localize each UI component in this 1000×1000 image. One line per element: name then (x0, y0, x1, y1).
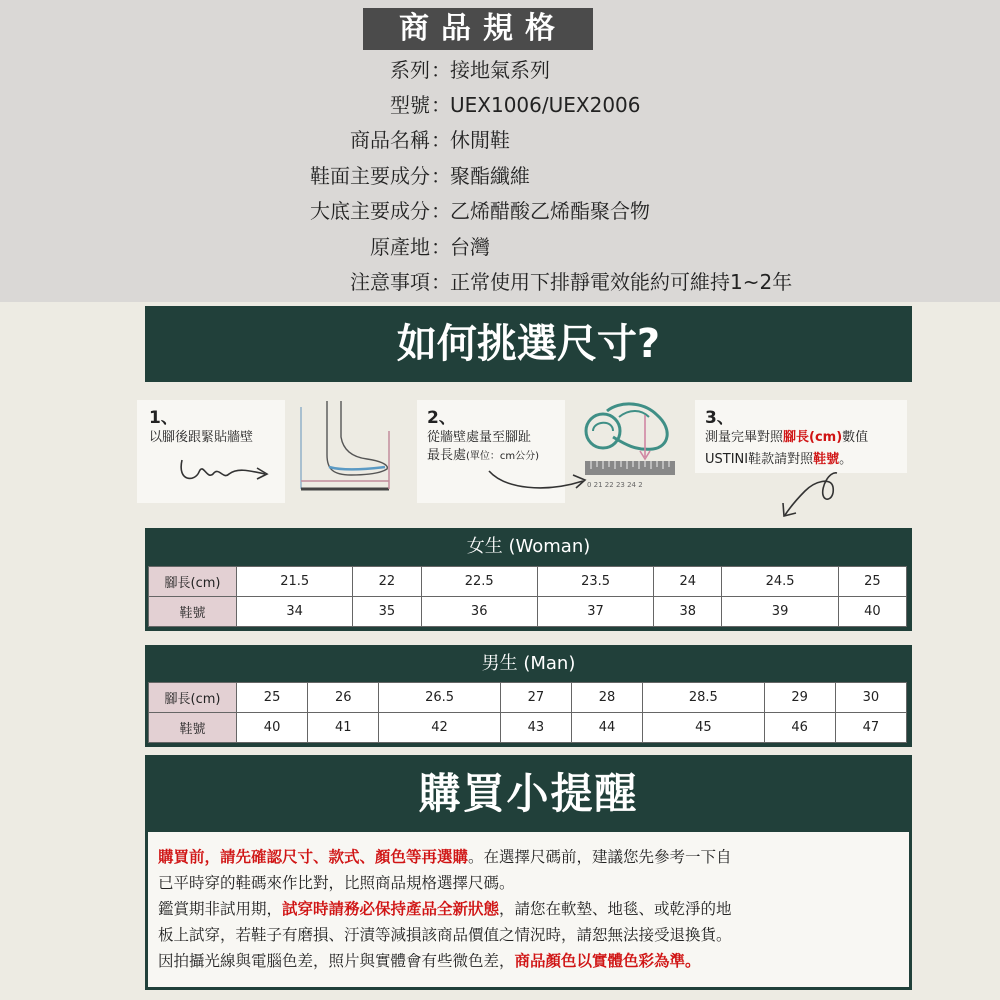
step-3-number: 3、 (705, 408, 734, 428)
table-cell: 43 (500, 713, 571, 743)
table-cell: 25 (838, 567, 906, 597)
table-cell: 45 (643, 713, 764, 743)
table-row (149, 567, 907, 597)
tips-line-1 (158, 844, 901, 870)
spec-row-series (0, 55, 1000, 85)
step-3-text-d: USTINI鞋款請對照 (705, 452, 814, 467)
tips-line-3 (158, 896, 901, 922)
men-size-grid (148, 682, 907, 743)
spec-label: 型號 (390, 93, 430, 117)
spec-colon: ： (431, 93, 451, 117)
spec-colon: ： (431, 164, 451, 188)
tips-line-3-b: ，請您在軟墊、地毯、或乾淨的地 (499, 900, 732, 918)
measure-steps (137, 397, 907, 507)
table-cell: 30 (835, 683, 906, 713)
table-row (149, 683, 907, 713)
arrow-icon (485, 467, 595, 497)
table-cell: 47 (835, 713, 906, 743)
step-1-number: 1、 (149, 408, 178, 428)
step-3-text-line2 (705, 450, 852, 470)
table-cell: 39 (722, 597, 838, 627)
tips-line-1-rest: 。在選擇尺碼前，建議您先參考一下自 (468, 848, 732, 866)
step-2-text-line2-main: 最長處 (427, 448, 467, 463)
table-row (149, 597, 907, 627)
spec-value: 正常使用下排靜電效能約可維持1~2年 (450, 270, 793, 294)
step-2-text-line1: 從牆壁處量至腳趾 (427, 430, 532, 445)
table-cell: 38 (654, 597, 722, 627)
spec-label: 大底主要成分 (310, 199, 430, 223)
table-cell: 24 (654, 567, 722, 597)
spec-label: 注意事項 (350, 270, 430, 294)
spec-label: 原產地 (370, 235, 430, 259)
foot-ruler-illustration-icon (583, 397, 683, 497)
tips-warning-new-condition: 試穿時請務必保持產品全新狀態 (282, 900, 500, 918)
table-cell: 41 (308, 713, 379, 743)
row-header-size: 鞋號 (149, 597, 237, 627)
row-header-size: 鞋號 (149, 713, 237, 743)
spec-row-model (0, 90, 1000, 120)
row-header-length: 腳長(cm) (149, 683, 237, 713)
spec-value: 聚酯纖維 (450, 164, 530, 188)
step-2-text-line2 (427, 446, 539, 467)
step-2-number: 2、 (427, 408, 456, 428)
step-1-text: 以腳後跟緊貼牆壁 (149, 430, 254, 445)
table-cell: 40 (838, 597, 906, 627)
spec-row-upper (0, 161, 1000, 191)
curl-arrow-icon (777, 469, 847, 521)
table-cell: 24.5 (722, 567, 838, 597)
tips-line-3-a: 鑑賞期非試用期， (158, 900, 283, 918)
spec-row-notes (0, 267, 1000, 297)
table-cell: 23.5 (537, 567, 653, 597)
table-cell: 44 (571, 713, 642, 743)
spec-label: 商品名稱 (350, 128, 430, 152)
step-3-text-e: 。 (839, 452, 853, 467)
table-cell: 26.5 (379, 683, 500, 713)
women-size-table (145, 528, 912, 631)
step-3-text-c: 數值 (842, 430, 869, 445)
women-table-title: 女生 (Woman) (466, 536, 591, 557)
tips-line-5 (158, 948, 901, 974)
table-cell: 40 (237, 713, 308, 743)
purchase-tips-title: 購買小提醒 (145, 755, 912, 832)
table-cell: 28 (571, 683, 642, 713)
table-cell: 29 (764, 683, 835, 713)
spec-colon: ： (431, 128, 451, 152)
men-table-title: 男生 (Man) (481, 653, 576, 674)
table-cell: 28.5 (643, 683, 764, 713)
table-row (149, 713, 907, 743)
step-3-highlight-size: 鞋號 (813, 452, 840, 467)
tips-line-2: 已平時穿的鞋碼來作比對，比照商品規格選擇尺碼。 (158, 874, 515, 892)
men-size-table (145, 645, 912, 747)
spec-row-name (0, 125, 1000, 155)
arrow-icon (177, 452, 277, 492)
table-cell: 37 (537, 597, 653, 627)
spec-colon: ： (431, 235, 451, 259)
table-cell: 36 (421, 597, 537, 627)
table-cell: 27 (500, 683, 571, 713)
table-cell: 46 (764, 713, 835, 743)
table-cell: 26 (308, 683, 379, 713)
purchase-tips-text (145, 832, 912, 990)
row-header-length: 腳長(cm) (149, 567, 237, 597)
spec-colon: ： (431, 199, 451, 223)
step-2-unit: (單位：cm公分) (466, 451, 540, 462)
spec-value: 台灣 (450, 235, 490, 259)
table-cell: 34 (237, 597, 353, 627)
spec-value: 接地氣系列 (450, 58, 550, 82)
tips-warning-confirm: 購買前，請先確認尺寸、款式、顏色等再選購 (158, 848, 469, 866)
step-3-highlight-length: 腳長(cm) (783, 430, 843, 445)
table-cell: 42 (379, 713, 500, 743)
tips-line-4: 板上試穿，若鞋子有磨損、汙漬等減損該商品價值之情況時，請恕無法接受退換貨。 (158, 926, 732, 944)
spec-label: 系列 (390, 58, 430, 82)
spec-row-origin (0, 232, 1000, 262)
tips-line-5-a: 因拍攝光線與電腦色差，照片與實體會有些微色差， (158, 952, 515, 970)
table-cell: 35 (353, 597, 421, 627)
table-cell: 22.5 (421, 567, 537, 597)
spec-title: 商品規格 (363, 8, 593, 50)
table-cell: 25 (237, 683, 308, 713)
spec-label: 鞋面主要成分 (310, 164, 430, 188)
spec-value: 乙烯醋酸乙烯酯聚合物 (450, 199, 650, 223)
spec-row-sole (0, 196, 1000, 226)
spec-value: 休閒鞋 (450, 128, 510, 152)
spec-value: UEX1006/UEX2006 (450, 93, 641, 117)
step-3-text-a: 測量完畢對照 (705, 430, 784, 445)
step-3-text-line1 (705, 428, 868, 448)
table-cell: 22 (353, 567, 421, 597)
ruler-scale-label: 0 21 22 23 24 2 (587, 481, 643, 489)
table-cell: 21.5 (237, 567, 353, 597)
spec-colon: ： (431, 270, 451, 294)
size-guide-title: 如何挑選尺寸? (145, 306, 912, 382)
foot-wall-illustration-icon (289, 397, 399, 502)
tips-warning-color: 商品顏色以實體色彩為準。 (514, 952, 701, 970)
spec-colon: ： (431, 58, 451, 82)
women-size-grid (148, 566, 907, 627)
